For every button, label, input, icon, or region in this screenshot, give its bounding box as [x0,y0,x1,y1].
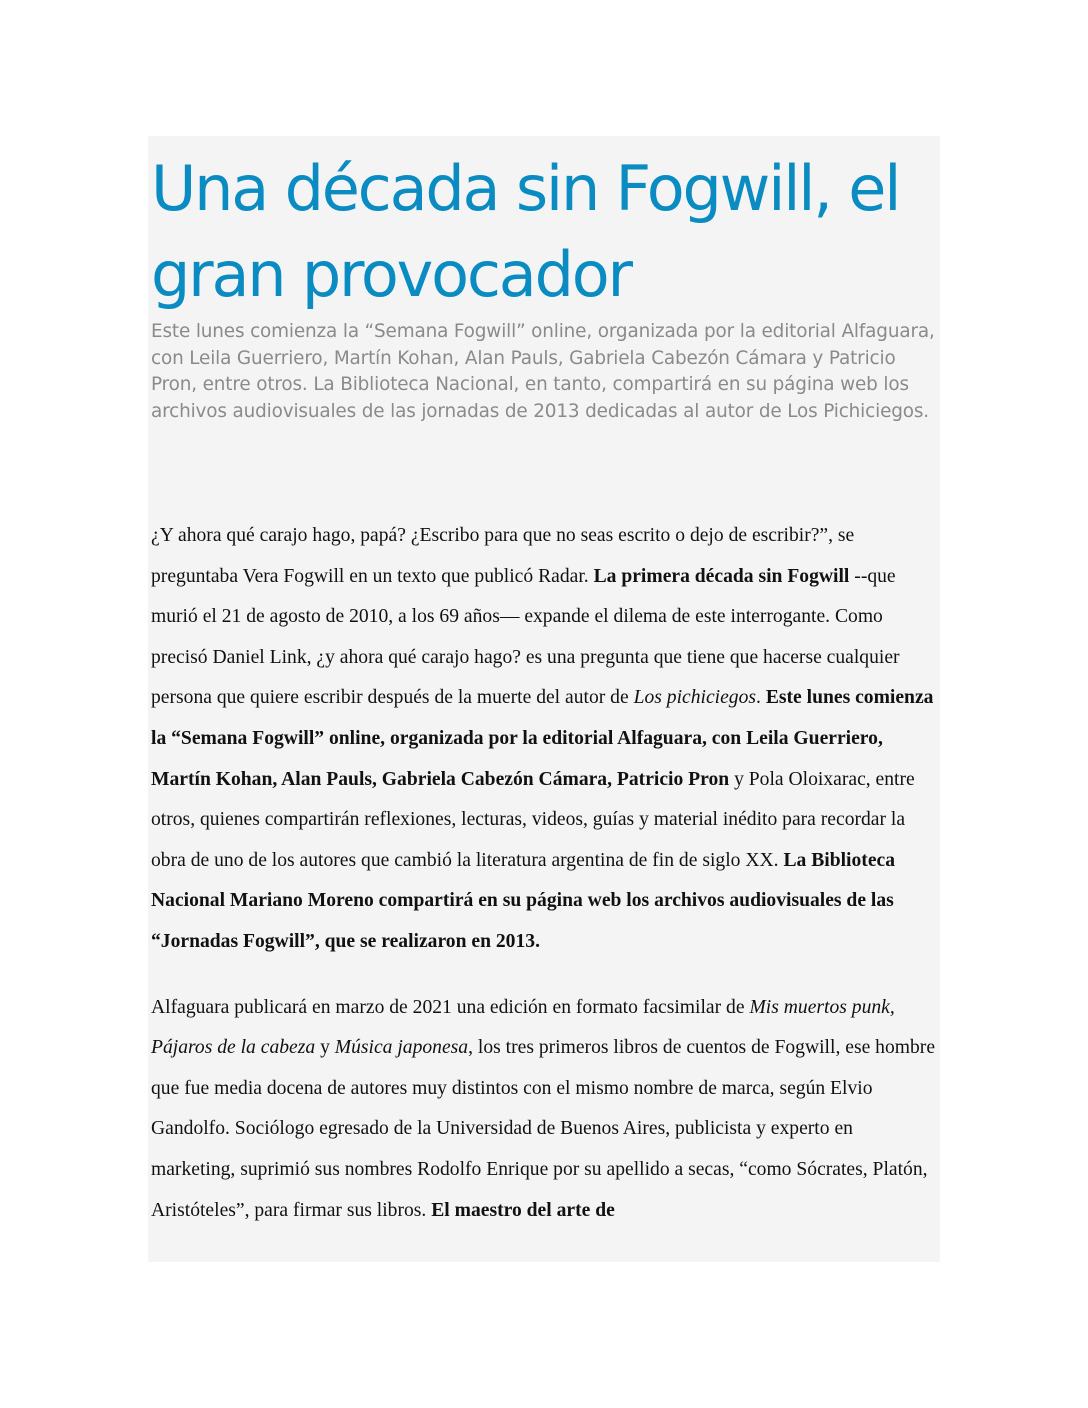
book-title: Mis muertos punk, Pájaros de la cabeza [151,996,895,1059]
text-run: ¿Y ahora qué carajo hago, papá? ¿Escribo para que no seas escrito o dejo de escribir?”, se preguntaba Vera Fogwill en un texto que publicó Radar. [151,525,855,587]
bold-text: La Biblioteca Nacional Mariano Moreno compartirá en su página web los archivos audiovisuales de las “Jornadas Fogwill”, que se realizaron en 2013. [151,849,896,952]
bold-text: La primera década sin Fogwill [593,565,850,587]
paragraph-1 [151,516,940,963]
text-run: , los tres primeros libros de cuentos de Fogwill, ese hombre que fue media docena de autores muy distintos con el mismo nombre de marca, según Elvio Gandolfo. Sociólogo egresado de la Universidad de Buenos Aires, publicista y experto en marketing, suprimió sus nombres Rodolfo Enrique por su apellido a secas, “como Sócrates, Platón, Aristóteles”, para firmar sus libros. [151,1037,936,1221]
paragraph-2 [151,988,940,1232]
text-run: Alfaguara publicará en marzo de 2021 una edición en formato facsimilar de [151,996,750,1018]
bold-text: Este lunes comienza la “Semana Fogwill” online, organizada por la editorial Alfaguara, con Leila Guerriero, Martín Kohan, Alan Pauls, Gabriela Cabezón Cámara, Patricio Pron [151,687,934,790]
headline: Una década sin Fogwill, el gran provocador [151,152,900,311]
book-title: Los pichiciegos [633,687,757,709]
text-run: y Pola Oloixarac, entre otros, quienes compartirán reflexiones, lecturas, videos, guías y material inédito para recordar la obra de uno de los autores que cambió la literatura argentina de fin de siglo XX. [151,768,915,871]
text-run: --que murió el 21 de agosto de 2010, a los 69 años— expande el dilema de este interrogante. Como precisó Daniel Link, ¿y ahora qué carajo hago? es una pregunta que tiene que hacerse cualquier persona que quiere escribir después de la muerte del autor de [151,565,900,709]
bold-text: El maestro del arte de [431,1199,615,1221]
text-run: y [315,1037,335,1059]
book-title: Música japonesa [334,1037,469,1059]
text-run: . [756,687,766,709]
article [148,136,940,1262]
summary: Este lunes comienza la “Semana Fogwill” online, organizada por la editorial Alfaguara, con Leila Guerriero, Martín Kohan, Alan Pauls, Gabriela Cabezón Cámara y Patricio Pron, entre otros. La Biblioteca Nacional, en tanto, compartirá en su página web los archivos audiovisuales de las jornadas de 2013 dedicadas al autor de Los Pichiciegos. [151,321,935,422]
article-body [151,516,940,1256]
